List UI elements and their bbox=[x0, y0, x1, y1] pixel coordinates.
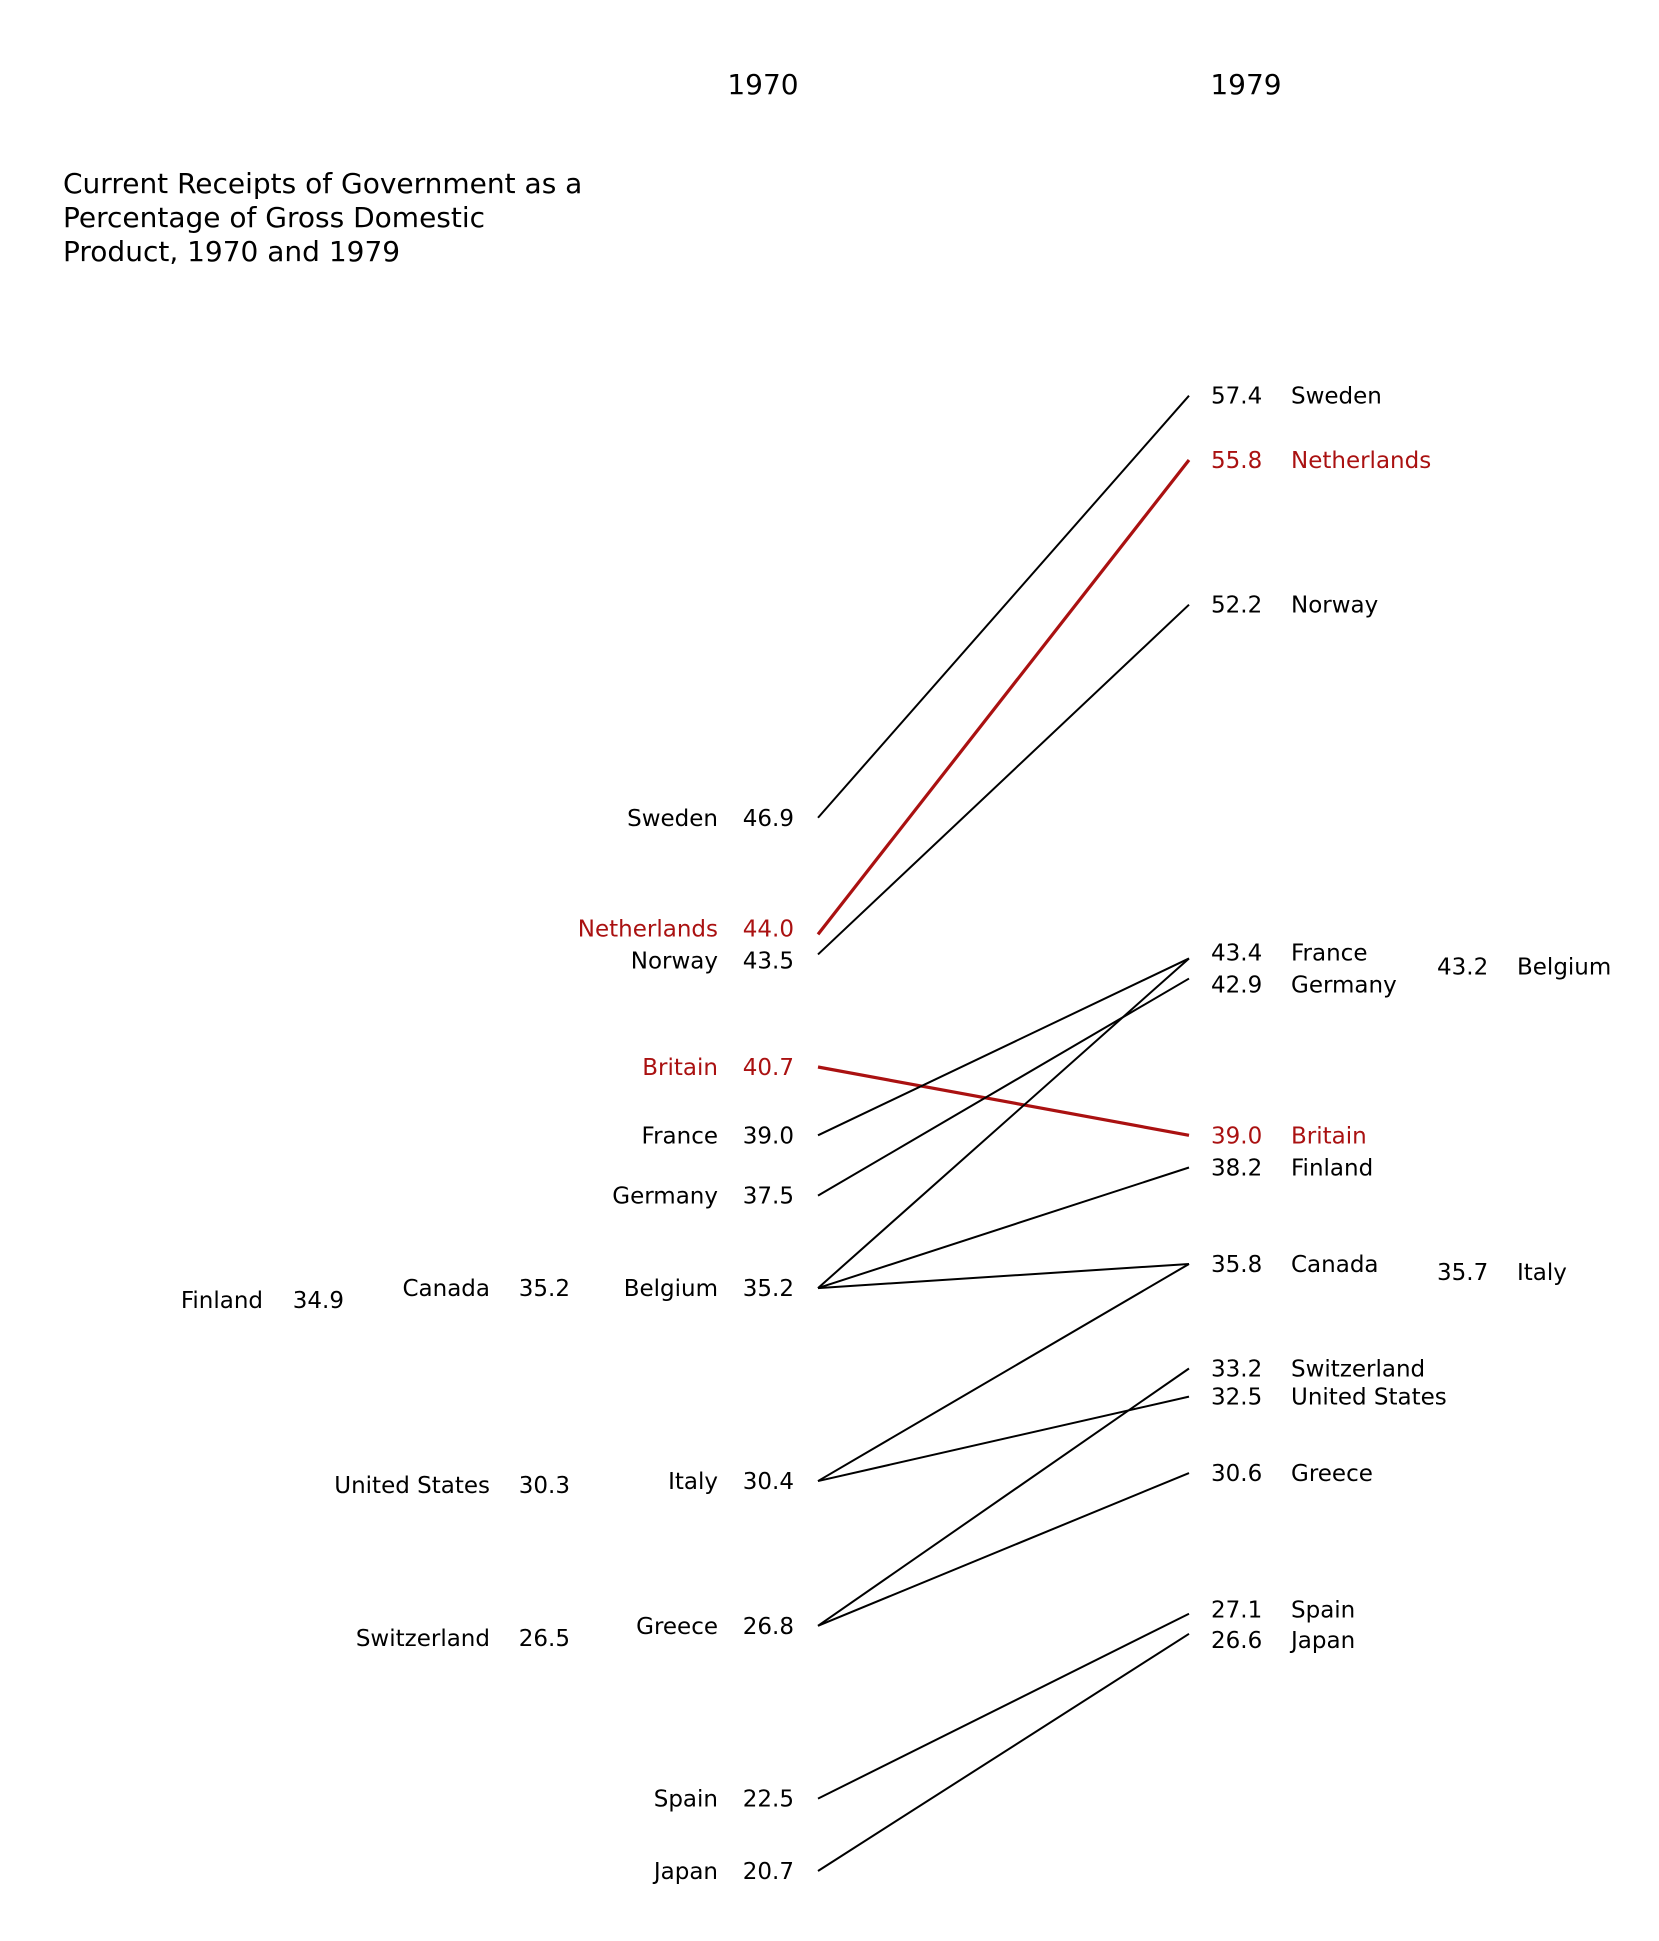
label-1970-name-germany: Germany bbox=[612, 1183, 718, 1210]
label-1970-value-belgium: 35.2 bbox=[742, 1276, 794, 1303]
labels-1979 bbox=[1211, 384, 1611, 1654]
label-1979-name-norway: Norway bbox=[1291, 592, 1379, 619]
label-1979-value-germany: 42.9 bbox=[1211, 972, 1263, 999]
label-1979-name-finland: Finland bbox=[1291, 1155, 1374, 1182]
chart-title-line-2: Percentage of Gross Domestic bbox=[63, 201, 486, 234]
label-1979-name-japan: Japan bbox=[1291, 1627, 1356, 1654]
label-1970-name-norway: Norway bbox=[630, 948, 718, 975]
slope-line-belgium bbox=[818, 958, 1189, 1288]
slope-line-spain bbox=[818, 1614, 1189, 1799]
label-1970-value-britain: 40.7 bbox=[742, 1055, 794, 1081]
slope-lines bbox=[818, 396, 1189, 1871]
label-1979-value-spain: 27.1 bbox=[1211, 1597, 1263, 1624]
label-1979-value-japan: 26.6 bbox=[1211, 1627, 1263, 1654]
label-1970-name-japan: Japan bbox=[653, 1859, 718, 1885]
slope-line-norway bbox=[818, 605, 1189, 955]
label-1979-value-britain: 39.0 bbox=[1211, 1123, 1263, 1150]
label-1970-name-switzerland: Switzerland bbox=[355, 1625, 490, 1652]
label-1979-value-finland: 38.2 bbox=[1211, 1155, 1263, 1182]
label-1979-name-united-states: United States bbox=[1291, 1384, 1447, 1411]
label-1979-name-italy: Italy bbox=[1517, 1260, 1567, 1286]
label-1970-value-norway: 43.5 bbox=[742, 948, 794, 975]
label-1979-name-switzerland: Switzerland bbox=[1291, 1356, 1426, 1383]
label-1979-name-spain: Spain bbox=[1291, 1597, 1356, 1624]
label-1979-name-sweden: Sweden bbox=[1291, 383, 1382, 410]
slope-line-united-states bbox=[818, 1397, 1189, 1481]
slope-line-sweden bbox=[818, 396, 1189, 818]
label-1979-name-belgium: Belgium bbox=[1517, 954, 1612, 981]
label-1970-value-canada: 35.2 bbox=[518, 1276, 570, 1303]
label-1970-value-france: 39.0 bbox=[742, 1123, 794, 1150]
label-1970-value-spain: 22.5 bbox=[742, 1786, 794, 1813]
label-1979-name-netherlands: Netherlands bbox=[1291, 447, 1432, 474]
label-1970-name-italy: Italy bbox=[668, 1469, 718, 1496]
label-1979-value-belgium: 43.2 bbox=[1437, 954, 1489, 981]
label-1970-name-finland: Finland bbox=[180, 1288, 263, 1315]
labels-1970 bbox=[181, 806, 794, 1885]
slope-line-germany bbox=[818, 979, 1189, 1196]
label-1979-name-britain: Britain bbox=[1291, 1123, 1367, 1150]
slope-line-france bbox=[818, 958, 1189, 1135]
label-1970-name-france: France bbox=[641, 1123, 718, 1150]
label-1970-name-netherlands: Netherlands bbox=[577, 916, 718, 943]
label-1970-value-germany: 37.5 bbox=[742, 1183, 794, 1210]
label-1970-name-greece: Greece bbox=[636, 1613, 718, 1640]
label-1979-value-norway: 52.2 bbox=[1211, 592, 1263, 619]
label-1970-value-italy: 30.4 bbox=[742, 1469, 794, 1496]
label-1979-value-greece: 30.6 bbox=[1211, 1461, 1263, 1488]
slope-line-japan bbox=[818, 1634, 1189, 1871]
label-1979-name-france: France bbox=[1291, 940, 1368, 967]
slope-line-canada bbox=[818, 1264, 1189, 1288]
label-1970-value-netherlands: 44.0 bbox=[742, 916, 794, 943]
label-1970-name-belgium: Belgium bbox=[623, 1276, 718, 1303]
label-1970-name-united-states: United States bbox=[334, 1473, 490, 1500]
slope-line-britain bbox=[818, 1067, 1189, 1135]
label-1979-name-greece: Greece bbox=[1291, 1461, 1373, 1488]
label-1970-value-finland: 34.9 bbox=[292, 1288, 344, 1315]
label-1979-value-france: 43.4 bbox=[1211, 940, 1263, 967]
label-1970-value-switzerland: 26.5 bbox=[518, 1625, 570, 1652]
label-1979-value-italy: 35.7 bbox=[1437, 1260, 1489, 1286]
label-1970-name-spain: Spain bbox=[653, 1786, 718, 1813]
label-1970-name-britain: Britain bbox=[642, 1055, 718, 1081]
slope-line-finland bbox=[818, 1168, 1189, 1289]
slope-line-switzerland bbox=[818, 1369, 1189, 1626]
label-1970-name-sweden: Sweden bbox=[627, 805, 718, 832]
label-1970-value-japan: 20.7 bbox=[742, 1859, 794, 1885]
label-1970-value-united-states: 30.3 bbox=[518, 1473, 570, 1500]
label-1979-name-germany: Germany bbox=[1291, 972, 1397, 999]
label-1979-value-united-states: 32.5 bbox=[1211, 1384, 1263, 1411]
column-header-1979: 1979 bbox=[1210, 68, 1282, 101]
chart-title-line-1: Current Receipts of Government as a bbox=[63, 167, 583, 200]
label-1979-value-sweden: 57.4 bbox=[1211, 383, 1263, 410]
label-1970-value-greece: 26.8 bbox=[742, 1613, 794, 1640]
column-header-1970: 1970 bbox=[727, 68, 799, 101]
label-1970-name-canada: Canada bbox=[402, 1276, 490, 1303]
label-1979-value-canada: 35.8 bbox=[1211, 1251, 1263, 1278]
label-1979-value-switzerland: 33.2 bbox=[1211, 1356, 1263, 1383]
chart-title bbox=[63, 167, 582, 268]
label-1970-value-sweden: 46.9 bbox=[742, 805, 794, 832]
label-1979-value-netherlands: 55.8 bbox=[1211, 447, 1263, 474]
label-1979-name-canada: Canada bbox=[1291, 1251, 1379, 1278]
slope-line-italy bbox=[818, 1264, 1189, 1481]
chart-title-line-3: Product, 1970 and 1979 bbox=[63, 235, 401, 268]
slope-line-netherlands bbox=[818, 460, 1189, 934]
